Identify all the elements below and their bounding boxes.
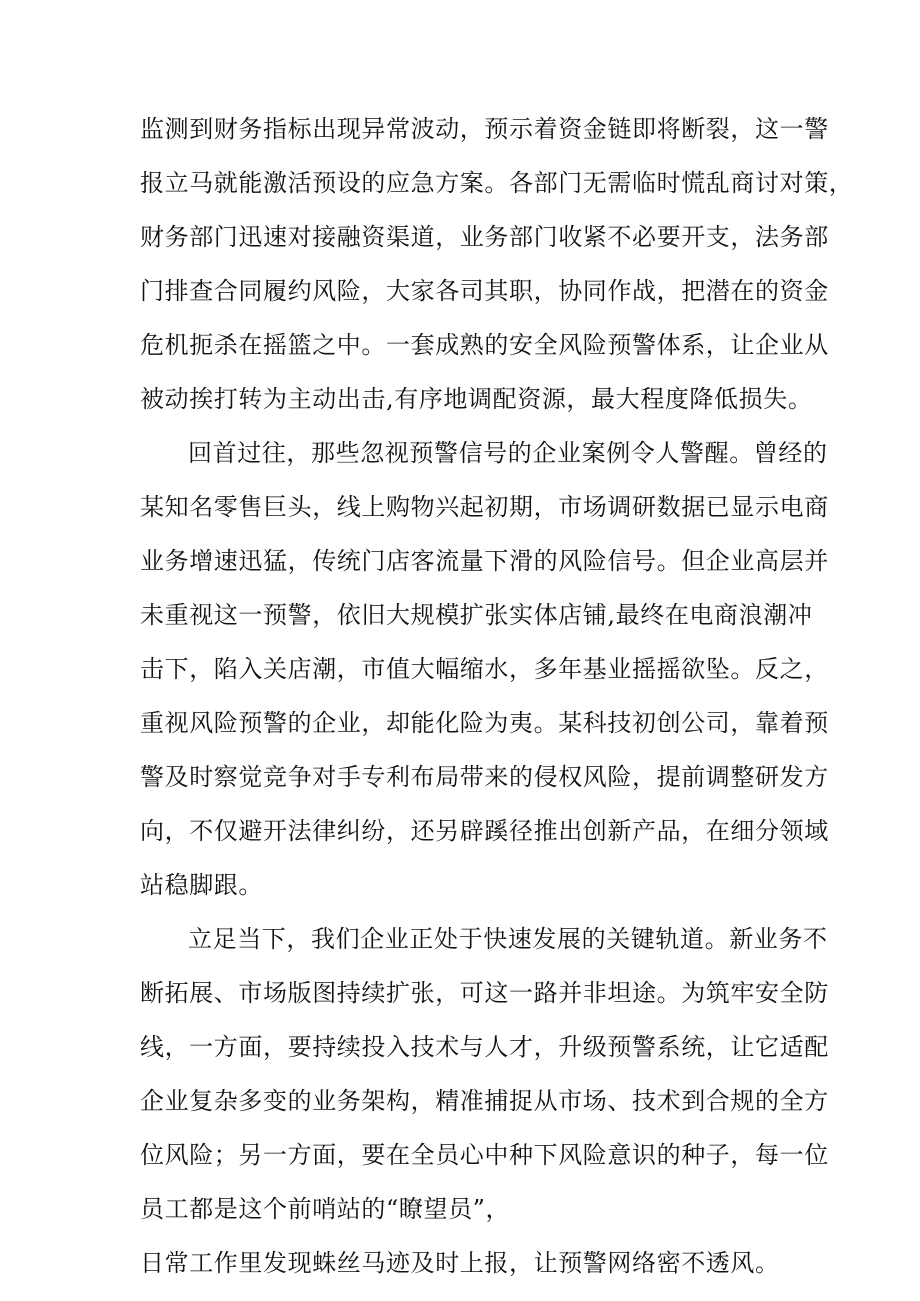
paragraph-line: 门排查合同履约风险，大家各司其职，协同作战，把潜在的资金 xyxy=(140,277,829,305)
paragraph-line: 被动挨打转为主动出击,有序地调配资源，最大程度降低损失。 xyxy=(140,385,813,413)
paragraph-line: 业务增速迅猛，传统门店客流量下滑的风险信号。但企业高层并 xyxy=(140,547,829,575)
paragraph-line: 危机扼杀在摇篮之中。一套成熟的安全风险预警体系，让企业从 xyxy=(140,331,829,359)
paragraph-line: 警及时察觉竞争对手专利布局带来的侵权风险，提前调整研发方 xyxy=(140,763,829,791)
paragraph-line: 监测到财务指标出现异常波动，预示着资金链即将断裂，这一警 xyxy=(140,115,829,143)
paragraph-line: 未重视这一预警，依旧大规模扩张实体店铺,最终在电商浪潮冲 xyxy=(140,601,813,629)
paragraph-line: 某知名零售巨头，线上购物兴起初期，市场调研数据已显示电商 xyxy=(140,493,829,521)
paragraph-line: 站稳脚跟。 xyxy=(140,871,263,899)
paragraph-line: 企业复杂多变的业务架构，精准捕捉从市场、技术到合规的全方 xyxy=(140,1087,829,1115)
paragraph-line: 报立马就能激活预设的应急方案。各部门无需临时慌乱商讨对策， xyxy=(140,169,854,197)
paragraph-line: 财务部门迅速对接融资渠道，业务部门收紧不必要开支，法务部 xyxy=(140,223,829,251)
paragraph-line: 员工都是这个前哨站的“瞭望员”， xyxy=(140,1195,511,1223)
paragraph-line: 断拓展、市场版图持续扩张，可这一路并非坦途。为筑牢安全防 xyxy=(140,979,829,1007)
paragraph-line: 线，一方面，要持续投入技术与人才，升级预警系统，让它适配 xyxy=(140,1033,829,1061)
paragraph-line: 日常工作里发现蛛丝马迹及时上报，让预警网络密不透风。 xyxy=(140,1249,780,1277)
paragraph-line: 位风险；另一方面，要在全员心中种下风险意识的种子，每一位 xyxy=(140,1141,829,1169)
paragraph-line: 击下，陷入关店潮，市值大幅缩水，多年基业摇摇欲坠。反之， xyxy=(140,655,829,683)
paragraph-line: 重视风险预警的企业，却能化险为夷。某科技初创公司，靠着预 xyxy=(140,709,829,737)
paragraph-line: 回首过往，那些忽视预警信号的企业案例令人警醒。曾经的 xyxy=(188,439,828,467)
paragraph-line: 立足当下，我们企业正处于快速发展的关键轨道。新业务不 xyxy=(188,925,828,953)
paragraph-line: 向，不仅避开法律纠纷，还另辟蹊径推出创新产品，在细分领域 xyxy=(140,817,829,845)
